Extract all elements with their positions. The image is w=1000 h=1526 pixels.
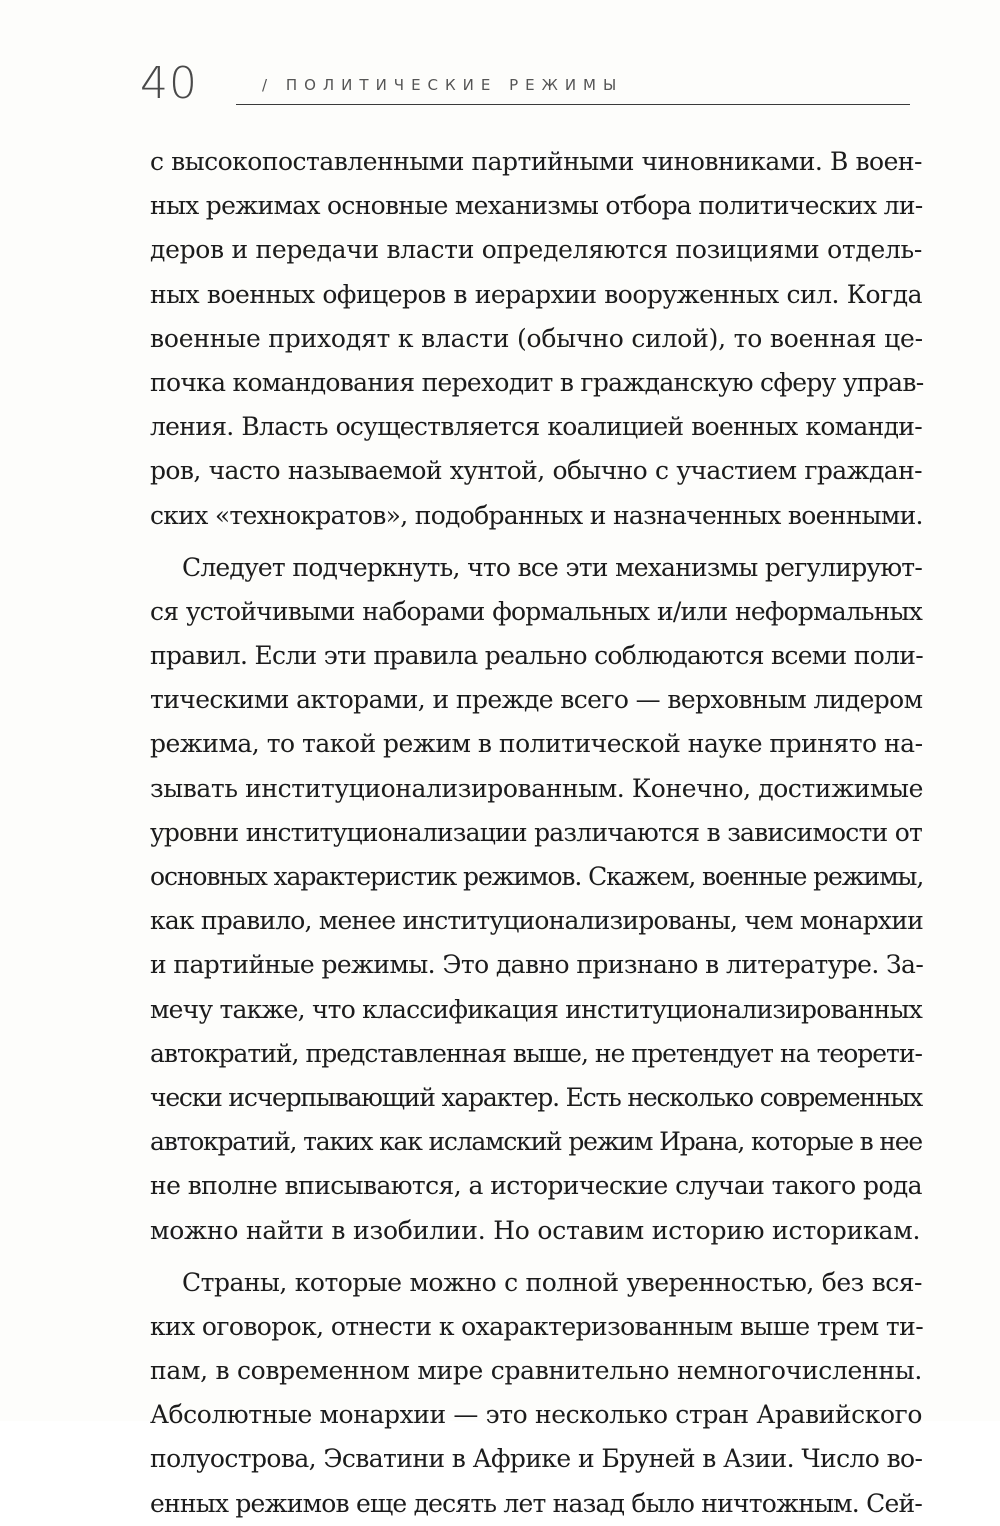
text-line: автократий, представленная выше, не претендует на теорети- (150, 1038, 922, 1068)
text-line: зывать институционализированным. Конечно, достижимые (150, 773, 923, 803)
text-line: ных режимах основные механизмы отбора политических ли- (150, 191, 923, 221)
header-rule (236, 104, 910, 105)
text-line: военные приходят к власти (обычно силой), то военная це- (150, 323, 923, 353)
text-line: режима, то такой режим в политической науке принято на- (150, 729, 923, 759)
paragraph (150, 140, 922, 538)
paragraph (150, 546, 922, 1253)
text-line: Следует подчеркнуть, что все эти механизмы регулируют- (182, 552, 922, 582)
text-line: не вполне вписываются, а исторические случаи такого рода (150, 1171, 922, 1201)
text-line: можно найти в изобилии. Но оставим историю историкам. (150, 1215, 921, 1245)
text-line: полуострова, Эсватини в Африке и Бруней в Азии. Число во- (150, 1444, 923, 1474)
text-line: енных режимов еще десять лет назад было ничтожным. Сей- (150, 1488, 922, 1518)
text-line: ления. Власть осуществляется коалицией военных команди- (150, 412, 922, 442)
text-line: ких оговорок, отнести к охарактеризованным выше трем ти- (150, 1311, 924, 1341)
text-line: пам, в современном мире сравнительно немногочисленны. (150, 1356, 922, 1386)
paragraph-gap (150, 538, 922, 546)
text-line: тическими акторами, и прежде всего — верховным лидером (150, 685, 923, 715)
paragraph (150, 1261, 922, 1526)
paragraph-gap (150, 1253, 922, 1261)
text-line: деров и передачи власти определяются позициями отдель- (150, 235, 922, 265)
running-head: / ПОЛИТИЧЕСКИЕ РЕЖИМЫ (262, 76, 624, 94)
text-line: Страны, которые можно с полной уверенностью, без вся- (182, 1267, 922, 1297)
text-line: уровни институционализации различаются в зависимости от (150, 817, 922, 847)
text-line: мечу также, что классификация институционализированных (150, 994, 922, 1024)
text-line: почка командования переходит в гражданскую сферу управ- (150, 367, 924, 397)
text-line: как правило, менее институционализированы, чем монархии (150, 906, 923, 936)
text-line: чески исчерпывающий характер. Есть несколько современных (150, 1082, 922, 1112)
text-line: автократий, таких как исламский режим Ирана, которые в нее (150, 1127, 922, 1157)
text-line: с высокопоставленными партийными чиновниками. В воен- (150, 147, 922, 176)
body-text (150, 140, 922, 1526)
text-line: и партийные режимы. Это давно признано в литературе. За- (150, 950, 924, 980)
text-line: основных характеристик режимов. Скажем, военные режимы, (150, 862, 924, 891)
text-line: правил. Если эти правила реально соблюдаются всеми поли- (150, 641, 923, 671)
text-line: ских «технократов», подобранных и назначенных военными. (150, 500, 923, 530)
text-line: ся устойчивыми наборами формальных и/или неформальных (150, 596, 922, 626)
text-line: ных военных офицеров в иерархии вооруженных сил. Когда (150, 279, 922, 309)
page-number: 40 (140, 58, 198, 109)
text-line: Абсолютные монархии — это несколько стран Аравийского (150, 1400, 922, 1430)
text-line: ров, часто называемой хунтой, обычно с участием граждан- (150, 456, 922, 486)
